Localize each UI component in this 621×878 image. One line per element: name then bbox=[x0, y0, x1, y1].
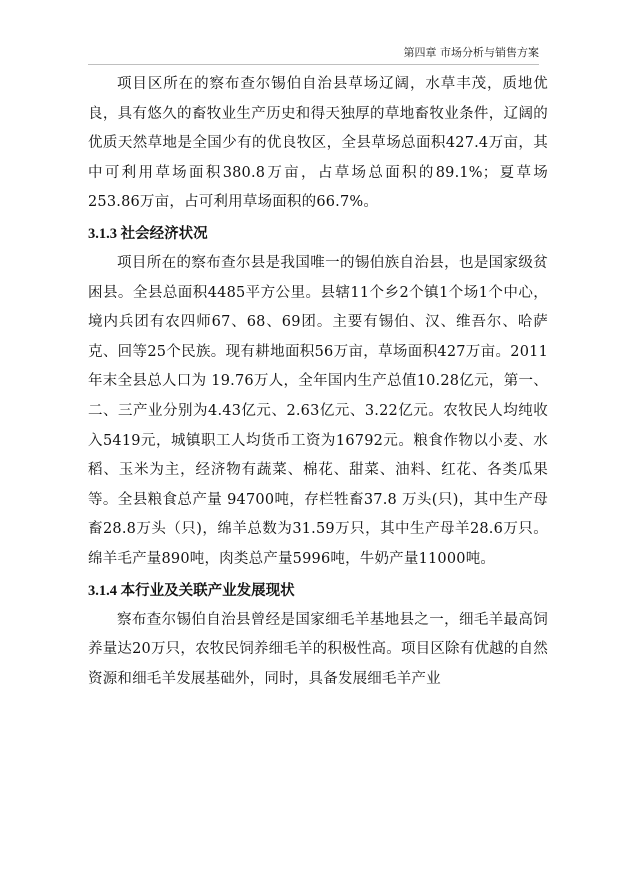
section-heading-industry: 3.1.4 本行业及关联产业发展现状 bbox=[88, 582, 295, 599]
section-heading-socioeconomic: 3.1.3 社会经济状况 bbox=[88, 225, 208, 242]
header-divider bbox=[88, 64, 539, 65]
page-body bbox=[88, 70, 548, 694]
running-header: 第四章 市场分析与销售方案 bbox=[403, 46, 539, 59]
paragraph-grassland: 项目区所在的察布查尔锡伯自治县草场辽阔，水草丰茂，质地优良，具有悠久的畜牧业生产历史和得天独厚的草地畜牧业条件，辽阔的优质天然草地是全国少有的优良牧区，全县草场总面积427.4万亩，其中可利用草场面积380.8万亩，占草场总面积的89.1%；夏草场253.86万亩，占可利用草场面积的66.7%。 bbox=[88, 76, 548, 211]
paragraph-socioeconomic: 项目所在的察布查尔县是我国唯一的锡伯族自治县，也是国家级贫困县。全县总面积4485平方公里。县辖11个乡2个镇1个场1个中心，境内兵团有农四师67、68、69团。主要有锡伯、汉、维吾尔、哈萨克、回等25个民族。现有耕地面积56万亩，草场面积427万亩。2011年末全县总人口为 19.76万人，全年国内生产总值10.28亿元，第一、二、三产业分别为4.43亿元、2.63亿元、3.22亿元。农牧民人均纯收入5419元，城镇职工人均货币工资为16792元。粮食作物以小麦、水稻、玉米为主，经济物有蔬菜、棉花、甜菜、油料、红花、各类瓜果等。全县粮食总产量 94700吨，存栏牲畜37.8 万头(只)，其中生产母畜28.8万头（只)，绵羊总数为31.59万只，其中生产母羊28.6万只。绵羊毛产量890吨，肉类总产量5996吨，牛奶产量11000吨。 bbox=[88, 254, 548, 567]
paragraph-industry: 察布查尔锡伯自治县曾经是国家细毛羊基地县之一，细毛羊最高饲养量达20万只，农牧民饲养细毛羊的积极性高。项目区除有优越的自然资源和细毛羊发展基础外，同时，具备发展细毛羊产业 bbox=[88, 611, 548, 687]
